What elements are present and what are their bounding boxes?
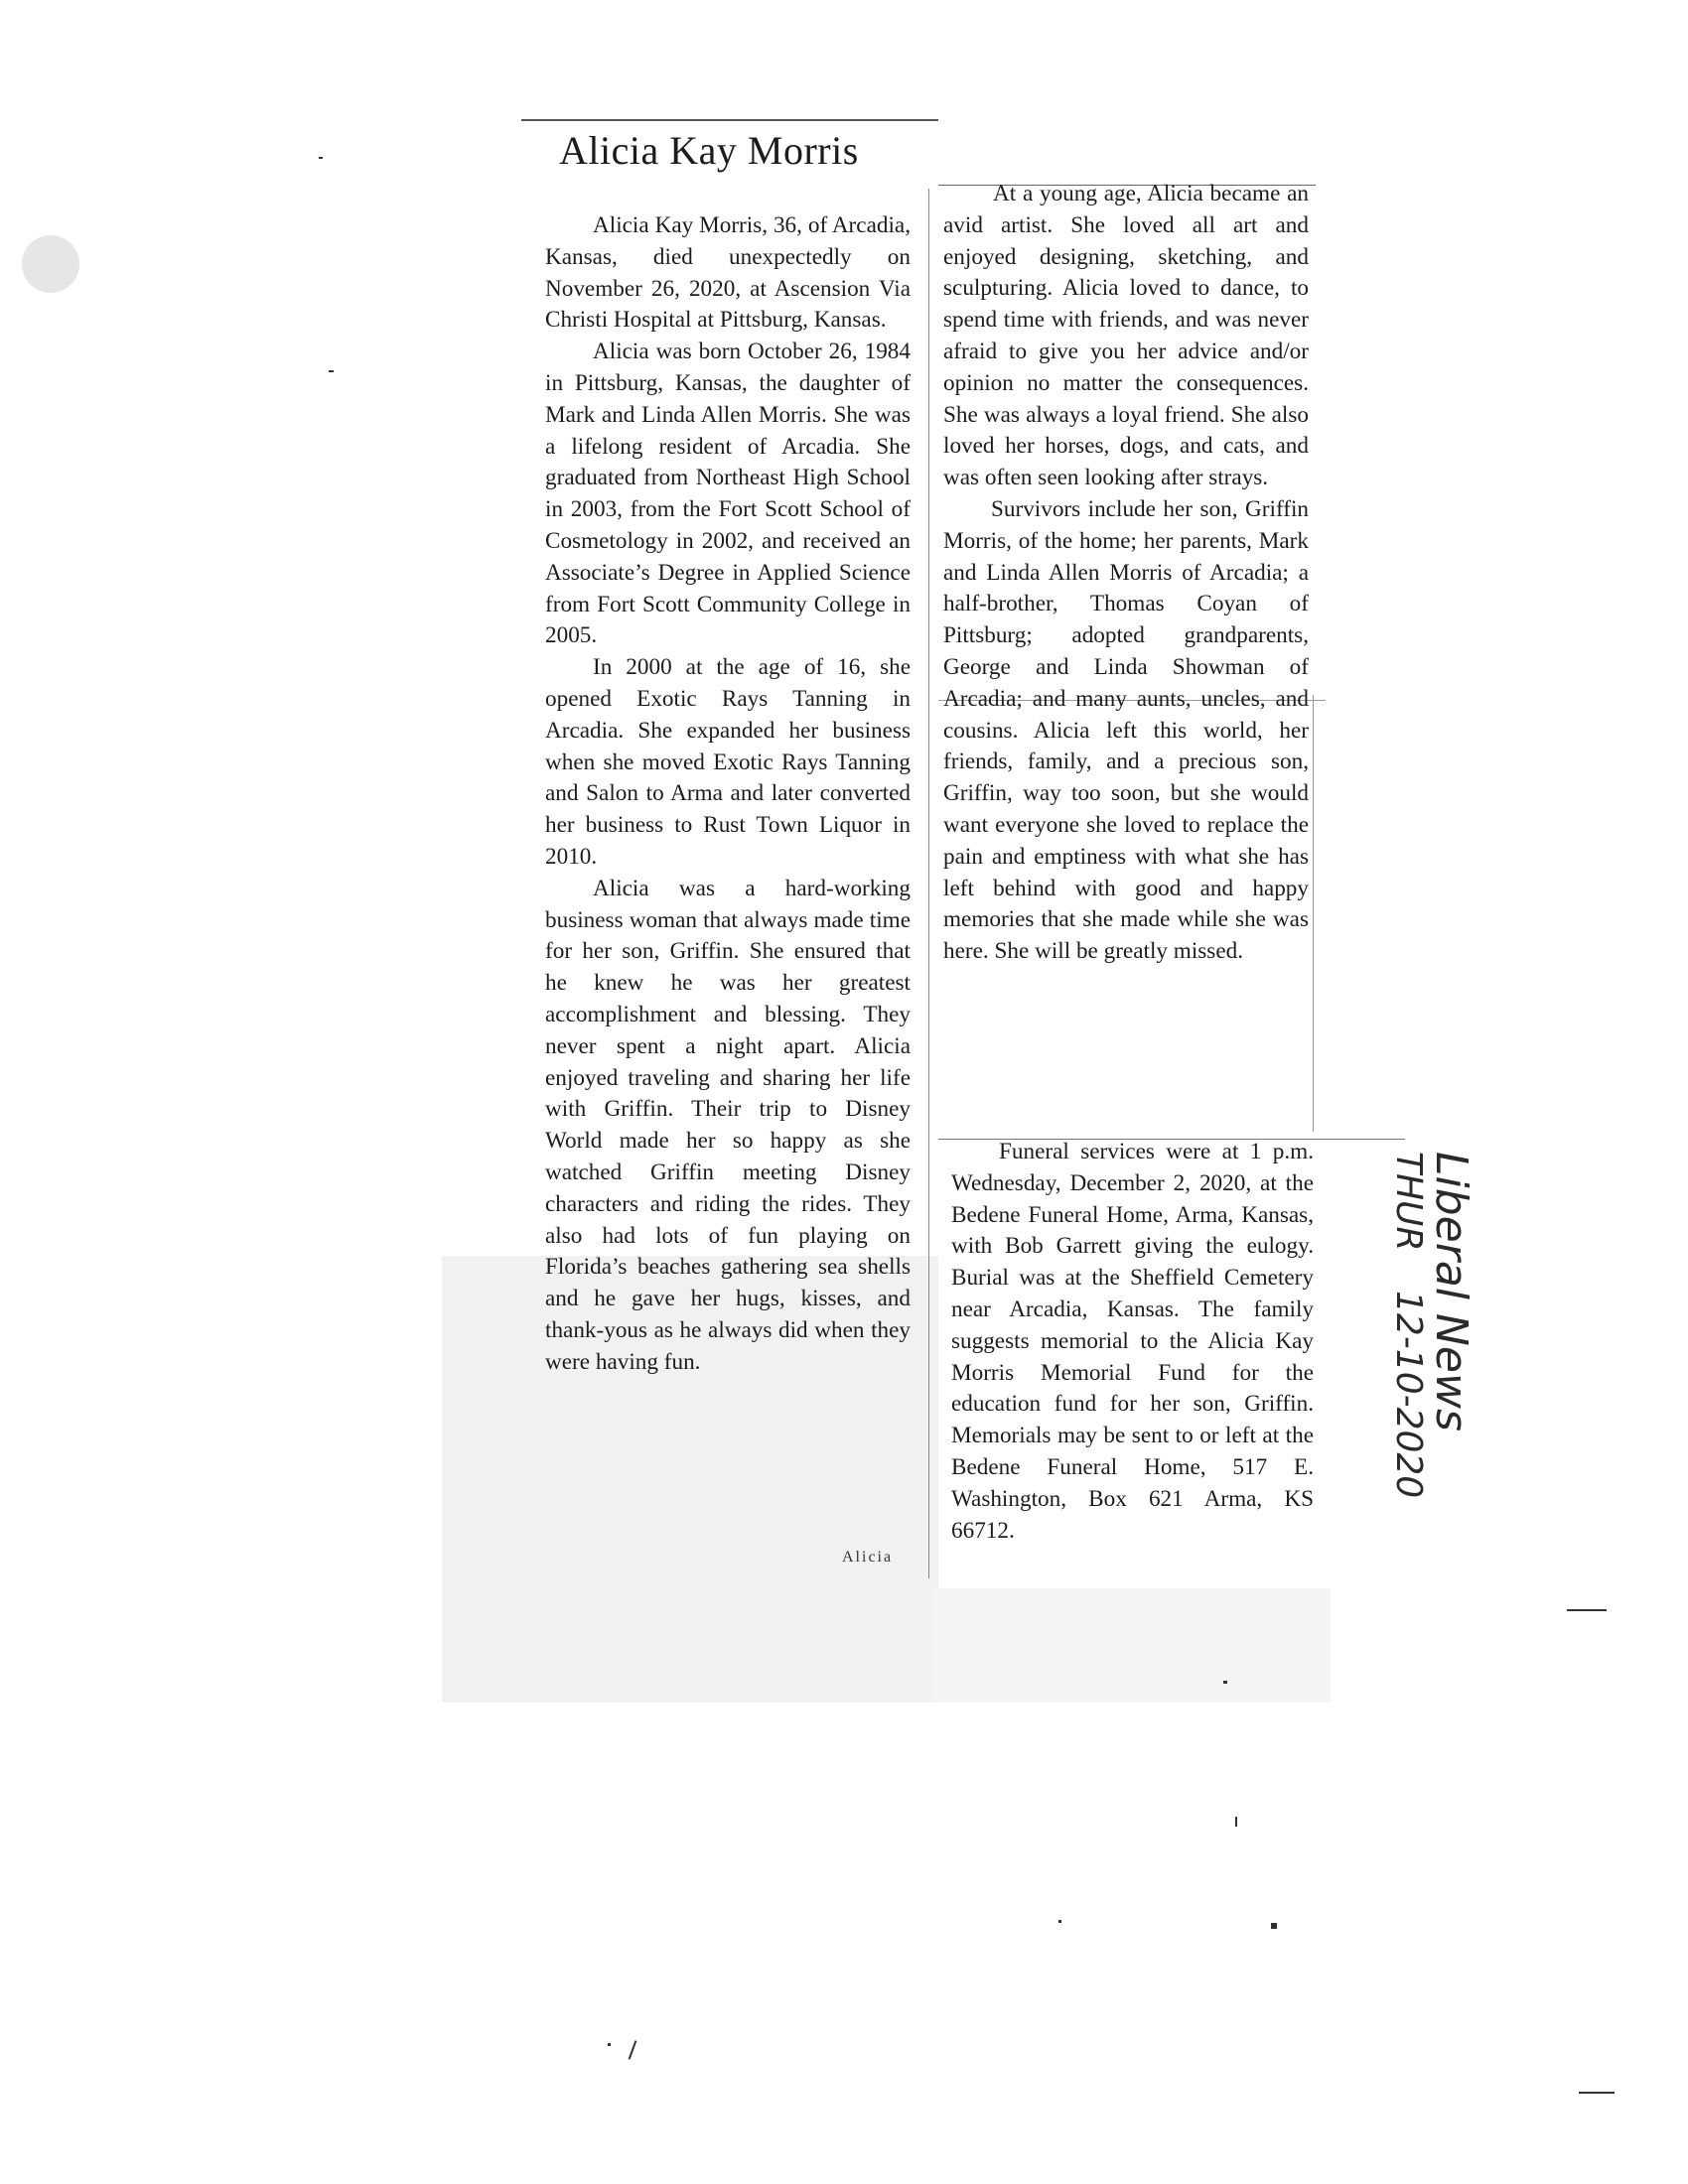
paragraph: Survivors include her son, Griffin Morris, of the home; her parents, Mark and Linda Allen Morris of Arcadia; a half-brother, Thomas Coyan of Pittsburg; adopted grandparents, George and Linda Showman of Arcadia; and many aunts, uncles, and cousins. Alicia left this world, her friends, family, and a precious son, Griffin, way too soon, but she would want everyone she loved to replace the pain and emptiness with what she has left behind with good and happy memories that she made while she was here. She will be greatly missed. bbox=[943, 495, 1309, 965]
obituary-column-2 bbox=[943, 179, 1309, 968]
obituary-column-1 bbox=[545, 210, 911, 1378]
handwritten-source: Liberal News bbox=[1426, 1152, 1477, 1432]
handwritten-annotation bbox=[1375, 1152, 1477, 1608]
obituary-title: Alicia Kay Morris bbox=[559, 128, 859, 173]
scan-speck bbox=[1058, 1920, 1061, 1923]
scan-speck bbox=[1567, 1609, 1607, 1611]
cut-text-fragment: Alicia bbox=[842, 1549, 894, 1566]
punch-hole bbox=[22, 235, 79, 293]
scan-shadow bbox=[933, 1588, 1331, 1703]
scan-speck bbox=[319, 157, 323, 159]
handwritten-day: THUR bbox=[1388, 1152, 1429, 1252]
paragraph: Alicia was born October 26, 1984 in Pittsburg, Kansas, the daughter of Mark and Linda Allen Morris. She was a lifelong resident of Arcadia. She graduated from Northeast High School in 2003, from the Fort Scott School of Cosmetology in 2002, and received an Associate’s Degree in Applied Science from Fort Scott Community College in 2005. bbox=[545, 339, 911, 649]
obituary-column-3 bbox=[951, 1137, 1314, 1547]
scan-speck bbox=[1235, 1817, 1237, 1827]
scan-speck bbox=[329, 370, 334, 372]
scan-speck bbox=[1271, 1923, 1277, 1929]
scan-speck bbox=[1579, 2092, 1615, 2094]
handwriting-svg bbox=[1375, 1152, 1494, 1618]
paragraph: Funeral services were at 1 p.m. Wednesday, December 2, 2020, at the Bedene Funeral Home, Arma, Kansas, with Bob Garrett giving the eulogy. Burial was at the Sheffield Cemetery near Arcadia, Kansas. The family suggests memorial to the Alicia Kay Morris Memorial Fund for the education fund for her son, Griffin. Memorials may be sent to or left at the Bedene Funeral Home, 517 E. Washington, Box 621 Arma, KS 66712. bbox=[951, 1139, 1314, 1544]
paragraph: At a young age, Alicia became an avid artist. She loved all art and enjoyed designing, sketching, and sculpturing. Alicia loved to dance, to spend time with friends, and was never afraid to give you her advice and/or opinion no matter the consequences. She was always a loyal friend. She also loved her horses, dogs, and cats, and was often seen looking after strays. bbox=[943, 181, 1309, 491]
scan-speck bbox=[629, 2040, 637, 2059]
paragraph: Alicia was a hard-working business woman that always made time for her son, Griffin. She ensured that he knew he was her greatest accomplishment and blessing. They never spent a night apart. Alicia enjoyed traveling and sharing her life with Griffin. Their trip to Disney World made her so happy as she watched Griffin meeting Disney characters and riding the rides. They also had lots of fun playing on Florida’s beaches gathering sea shells and he gave her hugs, kisses, and thank-yous as he always did when they were having fun. bbox=[545, 875, 911, 1375]
scan-speck bbox=[608, 2043, 611, 2046]
handwritten-date: 12-10-2020 bbox=[1388, 1291, 1429, 1499]
column-divider-right bbox=[1313, 695, 1314, 1132]
paragraph: In 2000 at the age of 16, she opened Exotic Rays Tanning in Arcadia. She expanded her business when she moved Exotic Rays Tanning and Salon to Arma and later converted her business to Rust Town Liquor in 2010. bbox=[545, 654, 911, 870]
scan-speck bbox=[1223, 1681, 1227, 1684]
paragraph: Alicia Kay Morris, 36, of Arcadia, Kansas, died unexpectedly on November 26, 2020, at Ascension Via Christi Hospital at Pittsburg, Kansas. bbox=[545, 212, 911, 334]
top-rule bbox=[521, 119, 938, 121]
column-divider bbox=[928, 189, 929, 1578]
